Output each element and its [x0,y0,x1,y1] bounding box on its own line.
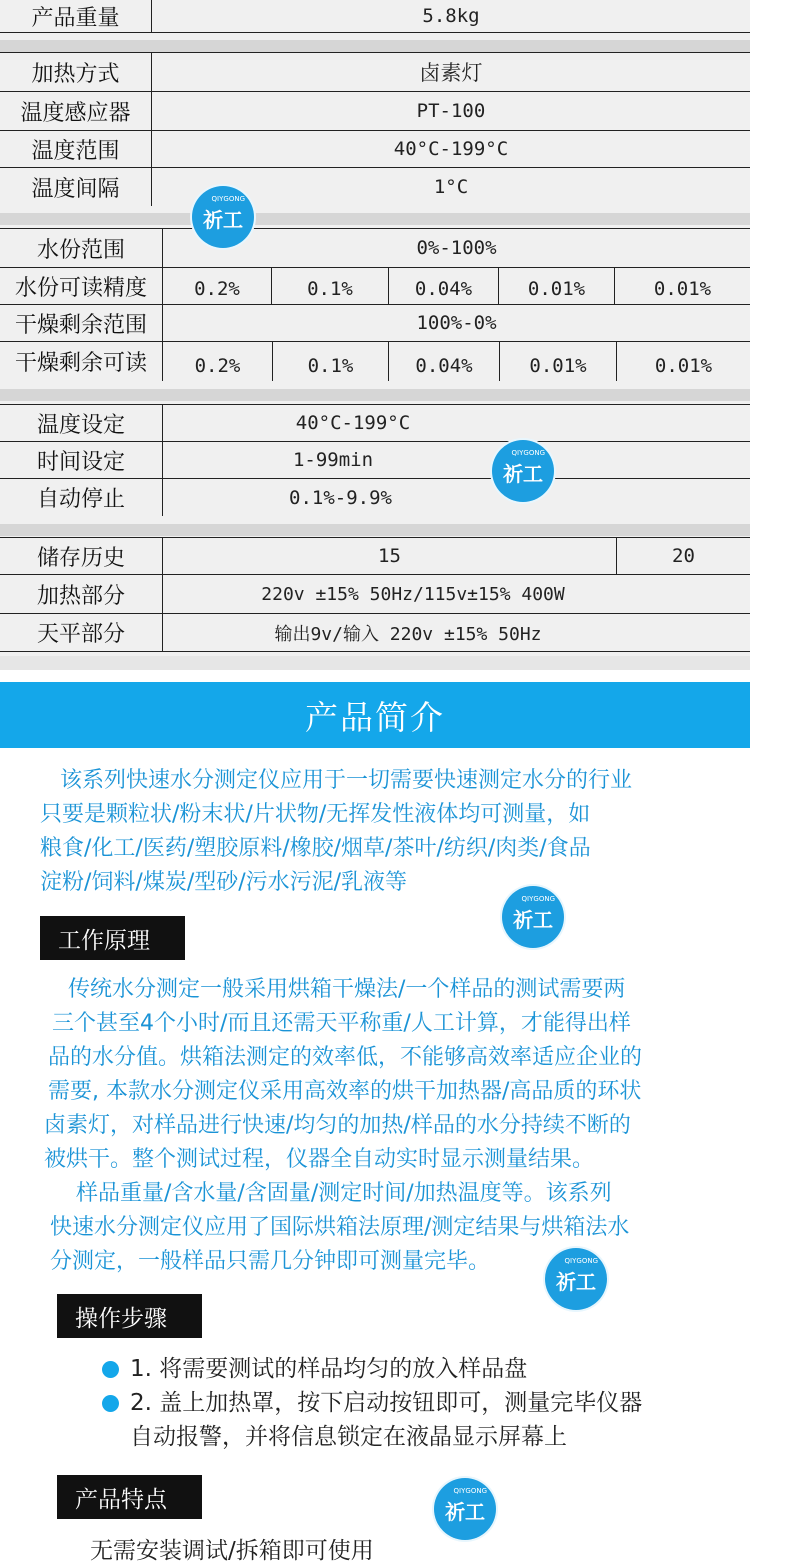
spec-value: 100%-0% [416,312,497,334]
logo-small-text: QIYGONG [453,1487,487,1495]
principle-paragraph [44,973,642,1279]
step-text-cont: 自动报警，并将信息锁定在液晶显示屏幕上 [130,1424,567,1450]
principle-line: 分测定，一般样品只需几分钟即可测量完毕。 [50,1249,491,1274]
step-item [100,1386,642,1454]
section-divider [0,213,750,225]
precision-cell: 0.01% [499,268,615,304]
step-item [100,1352,642,1386]
spec-row-moisture-range [0,228,750,268]
principle-line: 卤素灯，对样品进行快速/均匀的加热/样品的水分持续不断的 [44,1113,631,1138]
spec-label: 自动停止 [0,479,163,516]
spec-value: 0%-100% [416,237,497,259]
section-divider [0,40,750,52]
spec-row-balance-part [0,614,750,652]
spec-value: PT-100 [416,100,486,122]
spec-value: 15 [163,538,617,574]
spec-label: 温度设定 [0,405,163,441]
spec-row-history [0,537,750,575]
precision-cell: 0.04% [389,268,499,304]
spec-row-auto-stop [0,479,750,516]
readable-cell: 0.01% [500,342,617,381]
readable-cell: 0.04% [389,342,500,381]
spec-label: 天平部分 [0,614,163,651]
spec-label: 温度间隔 [0,168,152,206]
steps-title: 操作步骤 [75,1305,167,1332]
spec-value: 输出9v/输入 220v ±15% 50Hz [274,623,542,645]
principle-line: 三个甚至4个小时/而且还需天平称重/人工计算，才能得出样 [52,1011,631,1036]
spec-value: 1-99min [292,449,374,471]
spec-label: 加热部分 [0,575,163,613]
logo-small-text: QIYGONG [211,195,245,203]
spec-label: 产品重量 [0,0,152,32]
spec-row-time-setting [0,442,750,479]
spec-label: 水份范围 [0,229,163,267]
readable-cell: 0.01% [654,355,713,377]
spec-label: 温度范围 [0,131,152,167]
intro-line: 该系列快速水分测定仪应用于一切需要快速测定水分的行业 [60,768,633,793]
section-divider [0,389,750,401]
step-text: 1. 将需要测试的样品均匀的放入样品盘 [130,1356,528,1382]
brand-logo [492,440,554,502]
logo-small-text: QIYGONG [521,895,555,903]
spec-value: 220v ±15% 50Hz/115v±15% 400W [261,583,565,605]
step-text: 2. 盖上加热罩，按下启动按钮即可，测量完毕仪器 [130,1390,643,1416]
section-divider [0,656,750,670]
spec-value: 卤素灯 [419,61,483,85]
logo-small-text: QIYGONG [564,1257,598,1265]
principle-line: 被烘干。整个测试过程，仪器全自动实时显示测量结果。 [44,1147,595,1172]
principle-line: 样品重量/含水量/含固量/测定时间/加热温度等。该系列 [76,1181,612,1206]
precision-cell: 0.2% [163,268,272,304]
spec-row-dry-remain-readable [0,342,750,381]
brand-logo [192,186,254,248]
spec-label: 温度感应器 [0,92,152,130]
intro-line: 粮食/化工/医药/塑胶原料/橡胶/烟草/茶叶/纺织/肉类/食品 [40,836,591,861]
precision-cell: 0.01% [653,278,712,300]
logo-text: 祈工 [203,208,243,232]
intro-header [0,682,750,748]
intro-line: 淀粉/饲料/煤炭/型砂/污水污泥/乳液等 [40,870,408,895]
precision-cell: 0.1% [272,268,389,304]
logo-text: 祈工 [513,908,553,932]
readable-cell: 0.1% [273,342,389,381]
spec-value: 40°C-199°C [295,412,411,434]
principle-line: 传统水分测定一般采用烘箱干燥法/一个样品的测试需要两 [68,977,626,1002]
spec-row-temp-setting [0,404,750,442]
spec-value: 1°C [433,176,469,198]
spec-label: 时间设定 [0,442,163,478]
principle-line: 品的水分值。烘箱法测定的效率低，不能够高效率适应企业的 [48,1045,643,1070]
spec-label: 干燥剩余范围 [0,305,163,341]
logo-text: 祈工 [445,1500,485,1524]
intro-paragraph [40,764,632,900]
logo-small-text: QIYGONG [511,449,545,457]
spec-value: 0.1%-9.9% [289,486,392,509]
spec-row-moisture-precision [0,268,750,305]
principle-line: 快速水分测定仪应用了国际烘箱法原理/测定结果与烘箱法水 [50,1215,630,1240]
section-divider [0,524,750,536]
intro-title: 产品简介 [305,697,445,737]
principle-tag [40,916,185,960]
principle-line: 需要, 本款水分测定仪采用高效率的烘干加热器/高品质的环状 [48,1079,642,1104]
logo-text: 祈工 [503,462,543,486]
features-title: 产品特点 [75,1486,167,1513]
spec-row-temp-sensor [0,92,750,131]
features-first-line: 无需安装调试/拆箱即可使用 [90,1538,374,1564]
principle-title: 工作原理 [58,927,150,954]
features-tag [57,1475,202,1519]
spec-value-secondary: 20 [672,545,695,567]
brand-logo [434,1478,496,1540]
spec-row-weight [0,0,750,33]
spec-row-heating-method [0,52,750,92]
spec-label: 加热方式 [0,53,152,91]
readable-cell: 0.2% [163,342,273,381]
bullet-icon [102,1395,119,1412]
spec-value: 40°C-199°C [393,138,509,160]
spec-value: 5.8kg [422,5,480,27]
logo-text: 祈工 [556,1270,596,1294]
spec-row-temp-interval [0,168,750,206]
spec-label: 干燥剩余可读 [0,342,163,381]
spec-row-heating-part [0,575,750,614]
intro-line: 只要是颗粒状/粉末状/片状物/无挥发性液体均可测量，如 [40,802,591,827]
spec-label: 储存历史 [0,538,163,574]
steps-tag [57,1294,202,1338]
spec-label: 水份可读精度 [0,268,163,304]
steps-list [100,1352,642,1454]
spec-row-dry-remain-range [0,305,750,342]
bullet-icon [102,1361,119,1378]
spec-row-temp-range [0,131,750,168]
